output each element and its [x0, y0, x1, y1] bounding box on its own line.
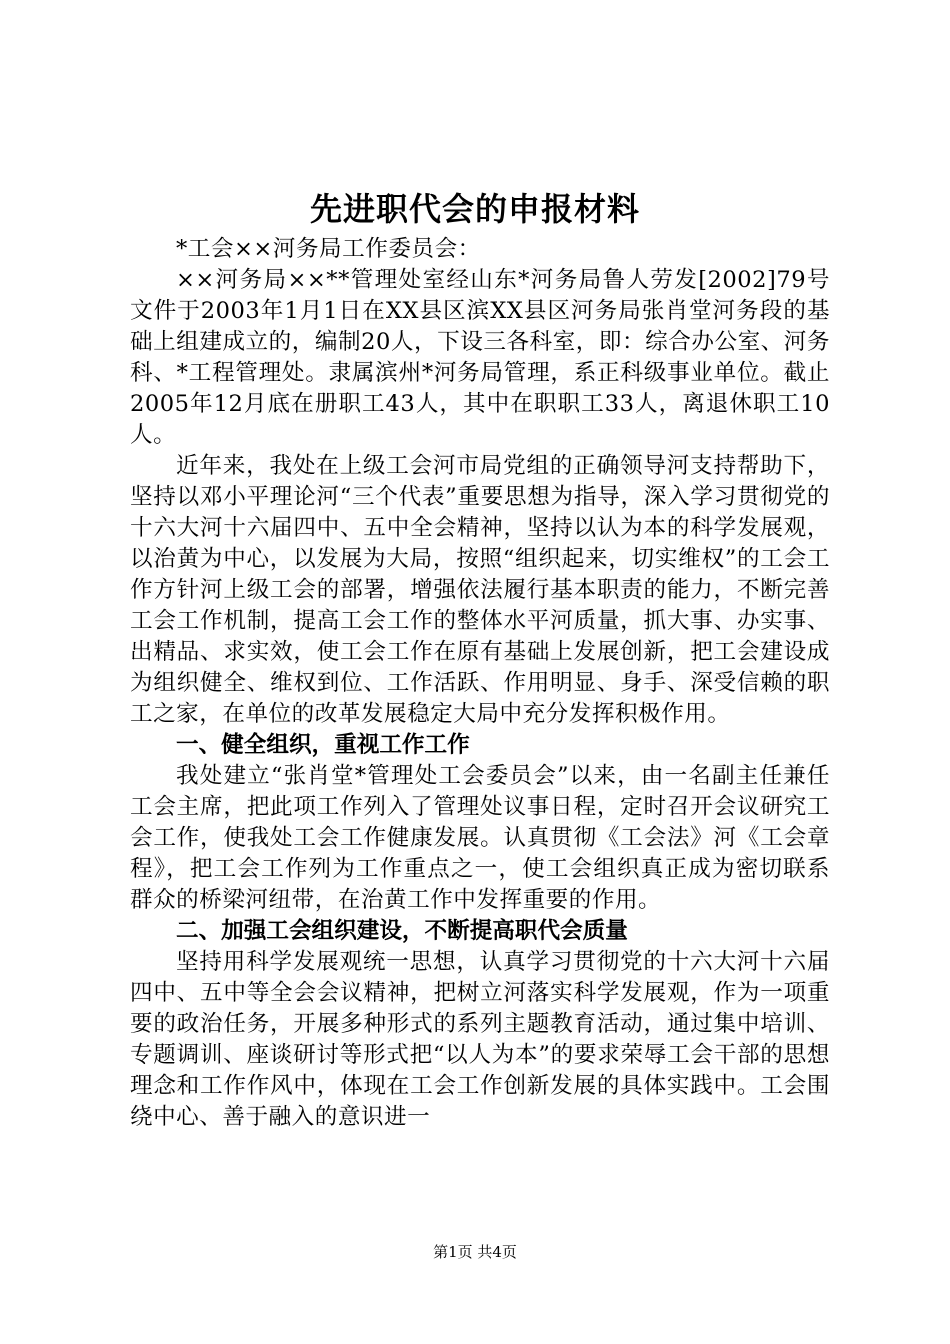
- page-footer: 第1页 共4页: [433, 1243, 517, 1261]
- paragraph-section-2: 坚持用科学发展观统一思想，认真学习贯彻党的十六大河十六届四中、五中等全会会议精神，把树立河落实科学发展观，作为一项重要的政治任务，开展多种形式的系列主题教育活动，通过集中培训、专题调训、座谈研讨等形式把“以人为本”的要求荣辱工会干部的思想理念和工作作风中，体现在工会工作创新发展的具体实践中。工会围绕中心、善于融入的意识进一: [130, 949, 830, 1130]
- document-title: 先进职代会的申报材料: [309, 190, 640, 228]
- paragraph-intro: ××河务局××**管理处室经山东*河务局鲁人劳发[2002]79号文件于2003年1月1日在XX县区滨XX县区河务局张肖堂河务段的基础上组建成立的，编制20人，下设三各科室，即：综合办公室、河务科、*工程管理处。隶属滨州*河务局管理，系正科级事业单位。截止2005年12月底在册职工43人，其中在职职工33人，离退休职工10人。: [130, 267, 830, 448]
- section-heading-2: 二、加强工会组织建设，不断提高职代会质量: [176, 918, 628, 944]
- paragraph-section-1: 我处建立“张肖堂*管理处工会委员会”以来，由一名副主任兼任工会主席，把此项工作列入了管理处议事日程，定时召开会议研究工会工作，使我处工会工作健康发展。认真贯彻《工会法》河《工会章程》，把工会工作列为工作重点之一，使工会组织真正成为密切联系群众的桥梁河纽带，在治黄工作中发挥重要的作用。: [130, 763, 830, 913]
- document-body: [130, 234, 830, 1133]
- salutation: *工会××河务局工作委员会：: [176, 236, 481, 262]
- section-heading-1: 一、健全组织，重视工作工作: [176, 732, 470, 758]
- paragraph-recent-years: 近年来，我处在上级工会河市局党组的正确领导河支持帮助下，坚持以邓小平理论河“三个代表”重要思想为指导，深入学习贯彻党的十六大河十六届四中、五中全会精神，坚持以认为本的科学发展观，以治黄为中心，以发展为大局，按照“组织起来，切实维权”的工会工作方针河上级工会的部署，增强依法履行基本职责的能力，不断完善工会工作机制，提高工会工作的整体水平河质量，抓大事、办实事、出精品、求实效，使工会工作在原有基础上发展创新，把工会建设成为组织健全、维权到位、工作活跃、作用明显、身手、深受信赖的职工之家，在单位的改革发展稳定大局中充分发挥积极作用。: [130, 453, 830, 727]
